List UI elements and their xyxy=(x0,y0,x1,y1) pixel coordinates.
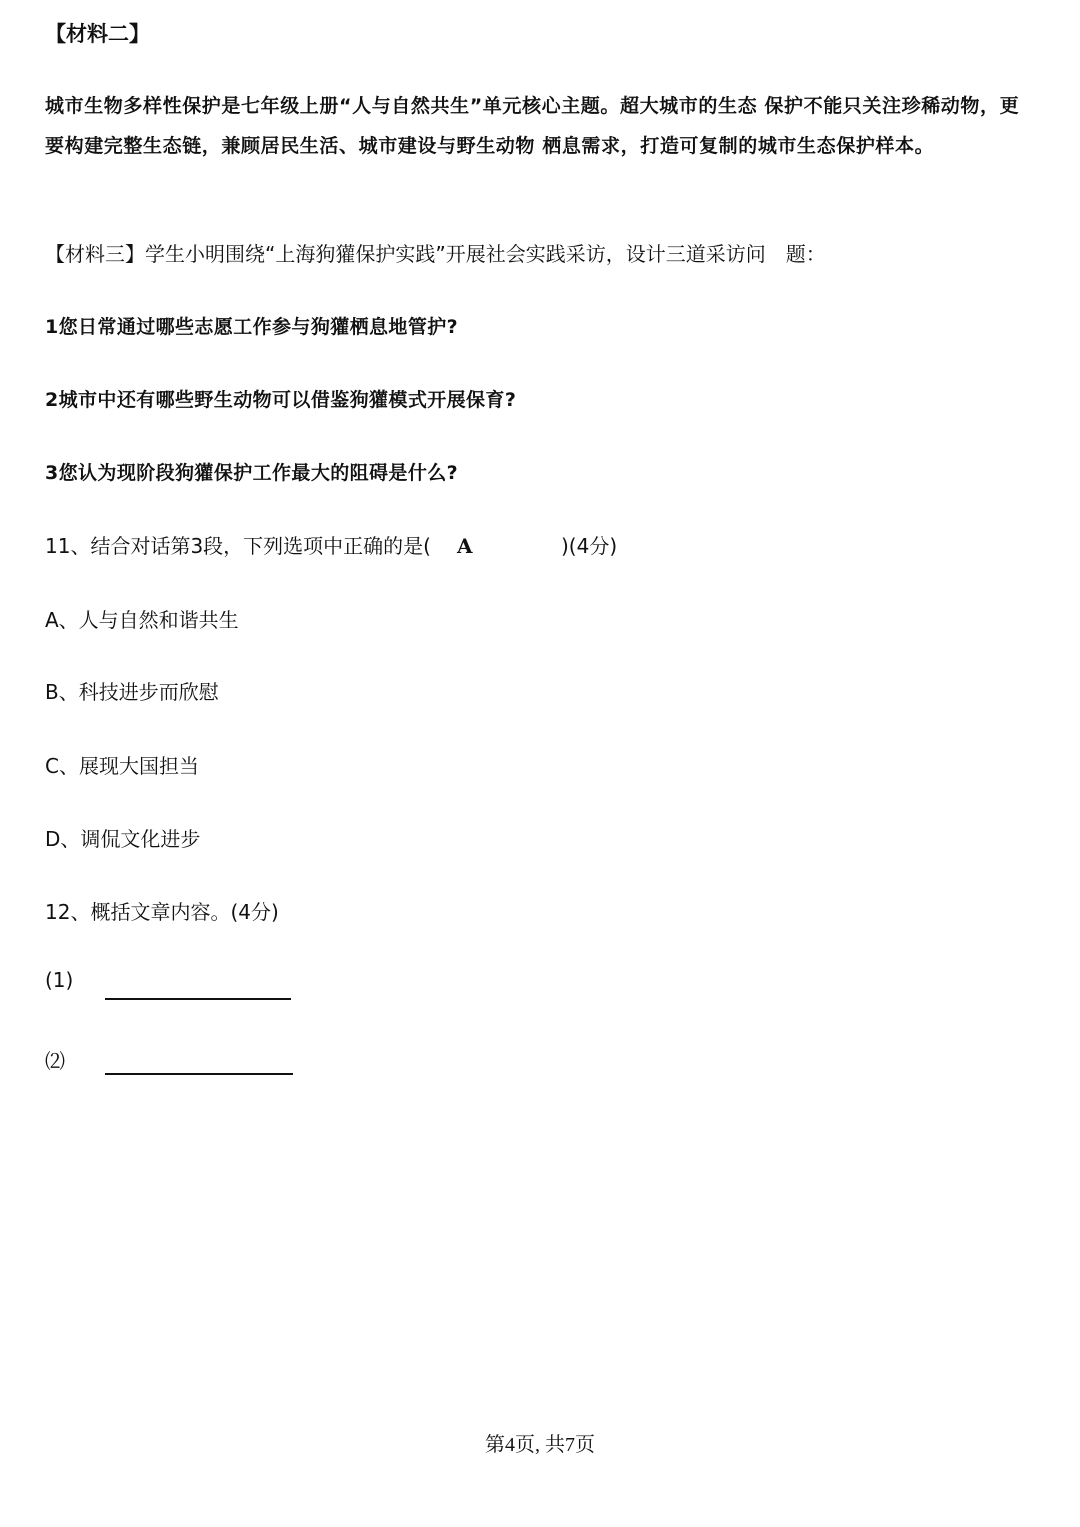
material-two-body: 城市生物多样性保护是七年级上册“人与自然共生”单元核心主题。超大城市的生态 保护不能只关注珍稀动物，更要构建完整生态链，兼顾居民生活、城市建设与野生动物 栖息需求，打造可复制的城市生态保护样本。 xyxy=(45,95,1020,157)
question-12: 12、概括文章内容。(4分) xyxy=(45,900,279,924)
interview-question-3: 3您认为现阶段狗獾保护工作最大的阻碍是什么? xyxy=(45,462,459,484)
question-11-prompt: 11、结合对话第3段，下列选项中正确的是( xyxy=(45,534,431,558)
option-c: C、展现大国担当 xyxy=(45,754,199,778)
question-11-answer: A xyxy=(456,534,473,558)
answer-blank-2-line xyxy=(105,1073,293,1075)
option-a: A、人与自然和谐共生 xyxy=(45,608,239,632)
question-11-suffix: )(4分) xyxy=(560,534,618,558)
material-three-intro: 【材料三】学生小明围绕“上海狗獾保护实践”开展社会实践采访，设计三道采访问 题： xyxy=(45,242,826,266)
option-d: D、调侃文化进步 xyxy=(45,827,201,851)
answer-blank-1-line xyxy=(105,998,291,1000)
material-two-heading: 【材料二】 xyxy=(45,22,150,46)
interview-question-1: 1您日常通过哪些志愿工作参与狗獾栖息地管护? xyxy=(45,316,459,338)
interview-question-2: 2城市中还有哪些野生动物可以借鉴狗獾模式开展保育? xyxy=(45,389,517,411)
option-b: B、科技进步而欣慰 xyxy=(45,680,219,704)
answer-blank-2-label: ⑵ xyxy=(45,1049,65,1073)
question-11 xyxy=(45,530,617,559)
page-number: 第4页, 共7页 xyxy=(485,1434,595,1456)
answer-blank-1-label: (1) xyxy=(45,968,74,992)
